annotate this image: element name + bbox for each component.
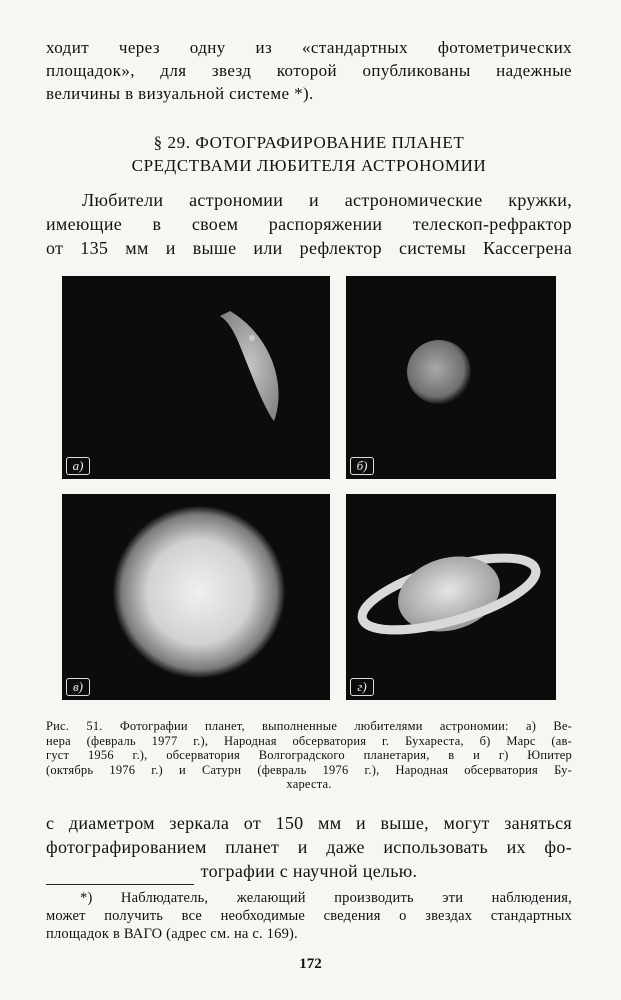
figure-caption — [46, 719, 572, 792]
footnote-line: площадок в ВАГО (адрес см. на с. 169). — [46, 926, 298, 942]
text-line: с диаметром зеркала от 150 мм и выше, могут заняться — [46, 813, 572, 833]
text-line: от 135 мм и выше или рефлектор системы Кассегрена — [46, 238, 572, 258]
panel-label: б) — [350, 457, 374, 475]
text-line: величины в визуальной системе *). — [46, 84, 314, 103]
text-line: площадок», для звезд которой опубликованы надежные — [46, 61, 572, 80]
panel-label: г) — [350, 678, 374, 696]
section-heading — [46, 131, 572, 177]
page-number: 172 — [299, 956, 322, 972]
panel-label: в) — [66, 678, 90, 696]
text-line: Любители астрономии и астрономические кружки, — [82, 190, 572, 210]
panel-label: а) — [66, 457, 90, 475]
section-heading-line-2: СРЕДСТВАМИ ЛЮБИТЕЛЯ АСТРОНОМИИ — [131, 156, 487, 175]
footnote-line: может получить все необходимые сведения о звездах стандартных — [46, 908, 572, 924]
caption-line: нера (февраль 1977 г.), Народная обсерватория г. Бухареста, б) Марс (ав- — [46, 733, 572, 748]
caption-line: Рис. 51. Фотографии планет, выполненные любителями астрономии: а) Ве- — [46, 719, 572, 733]
top-paragraph — [46, 36, 572, 105]
photo-jupiter — [62, 494, 330, 700]
text-line: ходит через одну из «стандартных фотометрических — [46, 38, 572, 57]
footnote-divider — [46, 884, 194, 885]
footnote-line: *) Наблюдатель, желающий производить эти наблюдения, — [80, 890, 572, 906]
text-line: фотографированием планет и даже использовать их фо- — [46, 837, 572, 857]
mars-disc-image — [346, 276, 556, 479]
text-line: имеющие в своем распоряжении телескоп-рефрактор — [46, 214, 572, 234]
after-paragraph — [46, 811, 572, 883]
section-heading-line-1: § 29. ФОТОГРАФИРОВАНИЕ ПЛАНЕТ — [153, 133, 465, 152]
footnote — [46, 889, 572, 943]
saturn-image — [346, 494, 556, 700]
photo-venus — [62, 276, 330, 479]
photo-saturn — [346, 494, 556, 700]
intro-paragraph — [46, 188, 572, 260]
caption-line: густ 1956 г.), обсерватория Волгоградского планетария, в и г) Юпитер — [46, 748, 572, 762]
text-line: тографии с научной целью. — [200, 861, 418, 881]
venus-crescent-image — [62, 276, 330, 479]
jupiter-disc-image — [62, 494, 330, 700]
photo-mars — [346, 276, 556, 479]
caption-line: хареста. — [286, 777, 332, 791]
caption-line: (октябрь 1976 г.) и Сатурн (февраль 1976 г.), Народная обсерватория Бу- — [46, 762, 572, 777]
